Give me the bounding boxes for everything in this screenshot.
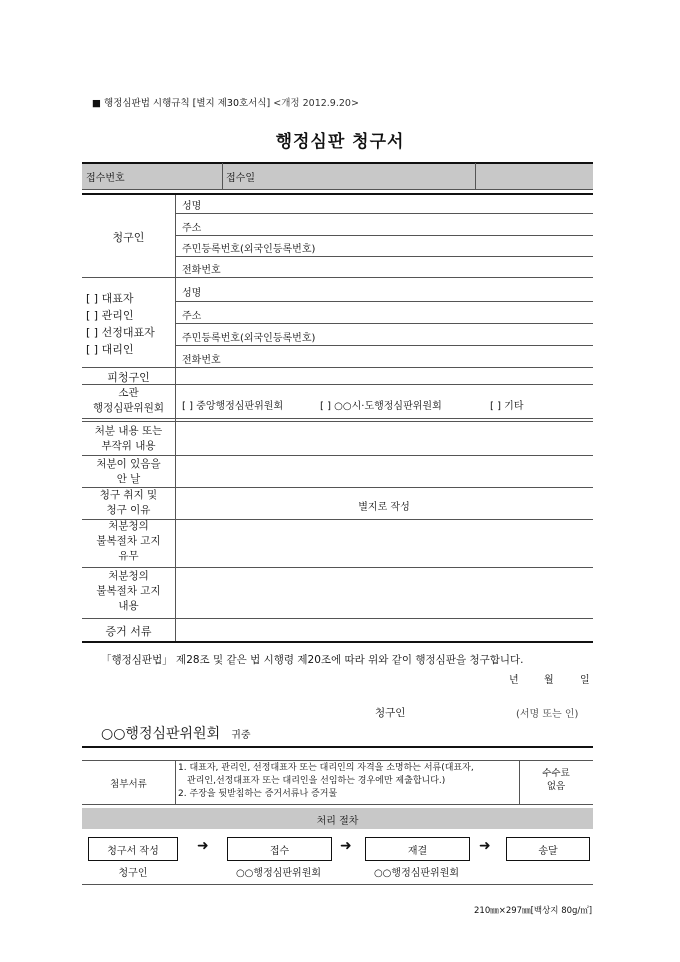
agent-checkbox[interactable]: [ ] 대리인 <box>86 343 134 356</box>
arrow-right-icon: ➜ <box>197 838 209 854</box>
step-delivery: 송달 <box>506 837 590 861</box>
attachments-label: 첨부서류 <box>110 779 147 790</box>
step-receipt: 접수 <box>227 837 332 861</box>
city-committee-checkbox[interactable]: [ ] ○○시·도행정심판위원회 <box>320 401 442 412</box>
claimant-phone-field[interactable]: 전화번호 <box>182 265 221 276</box>
representative-phone-field[interactable]: 전화번호 <box>182 355 221 366</box>
representative-checkbox[interactable]: [ ] 대표자 <box>86 292 134 305</box>
representative-type-options <box>86 290 155 358</box>
claimant-name-field[interactable]: 성명 <box>182 201 202 212</box>
representative-id-field[interactable]: 주민등록번호(외국인등록번호) <box>182 333 316 344</box>
appeal-notice-content-label: 처분청의 불복절차 고지 내용 <box>96 570 161 612</box>
other-committee-checkbox[interactable]: [ ] 기타 <box>490 401 524 412</box>
claim-statement: 「행정심판법」 제28조 및 같은 법 시행령 제20조에 따라 위와 같이 행정심판을 청구합니다. <box>101 654 524 666</box>
actor-committee-receipt: ○○행정심판위원회 <box>235 868 322 879</box>
fee-info: 수수료 없음 <box>542 768 570 792</box>
appeal-notice-existence-label: 처분청의 불복절차 고지 유무 <box>96 520 161 562</box>
reception-date-label: 접수일 <box>226 173 255 184</box>
disposition-content-label: 처분 내용 또는 부작위 내용 <box>94 425 163 452</box>
attachments-list: 1. 대표자, 관리인, 선정대표자 또는 대리인의 자격을 소명하는 서류(대표자, 관리인,선정대표자 또는 대리인을 선임하는 경우에만 제출합니다.) 2. 주장을 뒷받침하는 증거서류나 증거물 <box>178 763 474 799</box>
step-decision: 재결 <box>365 837 470 861</box>
actor-committee-decision: ○○행정심판위원회 <box>373 868 460 879</box>
step-write-claim: 청구서 작성 <box>88 837 178 861</box>
process-title: 처리 절차 <box>316 816 359 827</box>
selected-representative-checkbox[interactable]: [ ] 선정대표자 <box>86 326 155 339</box>
addressee <box>101 723 251 743</box>
addressee-name: ○○행정심판위원회 <box>101 726 221 742</box>
form-title: 행정심판 청구서 <box>275 132 405 152</box>
representative-name-field[interactable]: 성명 <box>182 288 202 299</box>
known-date-label: 처분이 있음을 안 날 <box>96 458 161 485</box>
actor-claimant: 청구인 <box>118 868 148 879</box>
form-header <box>92 95 359 109</box>
signature-claimant-label: 청구인 <box>375 707 406 719</box>
date-day: 일 <box>580 675 590 686</box>
reception-row <box>82 163 593 189</box>
representative-address-field[interactable]: 주소 <box>182 311 202 322</box>
central-committee-checkbox[interactable]: [ ] 중앙행정심판위원회 <box>182 401 284 412</box>
manager-checkbox[interactable]: [ ] 관리인 <box>86 309 134 322</box>
arrow-right-icon: ➜ <box>340 838 352 854</box>
date-year: 년 <box>509 675 519 686</box>
claimant-id-field[interactable]: 주민등록번호(외국인등록번호) <box>182 244 316 255</box>
claimant-label: 청구인 <box>112 231 145 244</box>
signature-hint: (서명 또는 인) <box>516 709 579 720</box>
paper-spec-footer: 210㎜×297㎜[백상지 80g/㎡] <box>474 906 593 916</box>
bullet-icon: ■ <box>92 98 101 109</box>
purpose-reason-label: 청구 취지 및 청구 이유 <box>99 489 158 516</box>
committee-label: 소관 행정심판위원회 <box>92 387 164 414</box>
amendment-note: <개정 2012.9.20> <box>273 98 359 109</box>
arrow-right-icon: ➜ <box>479 838 491 854</box>
separate-sheet-note: 별지로 작성 <box>358 502 410 513</box>
claimant-address-field[interactable]: 주소 <box>182 223 202 234</box>
law-reference: 행정심판법 시행규칙 [별지 제30호서식] <box>104 98 271 109</box>
reception-number-label: 접수번호 <box>86 173 125 184</box>
respondent-label: 피청구인 <box>107 371 150 384</box>
date-month: 월 <box>544 675 554 686</box>
addressee-suffix: 귀중 <box>231 730 251 741</box>
evidence-label: 증거 서류 <box>105 625 152 638</box>
